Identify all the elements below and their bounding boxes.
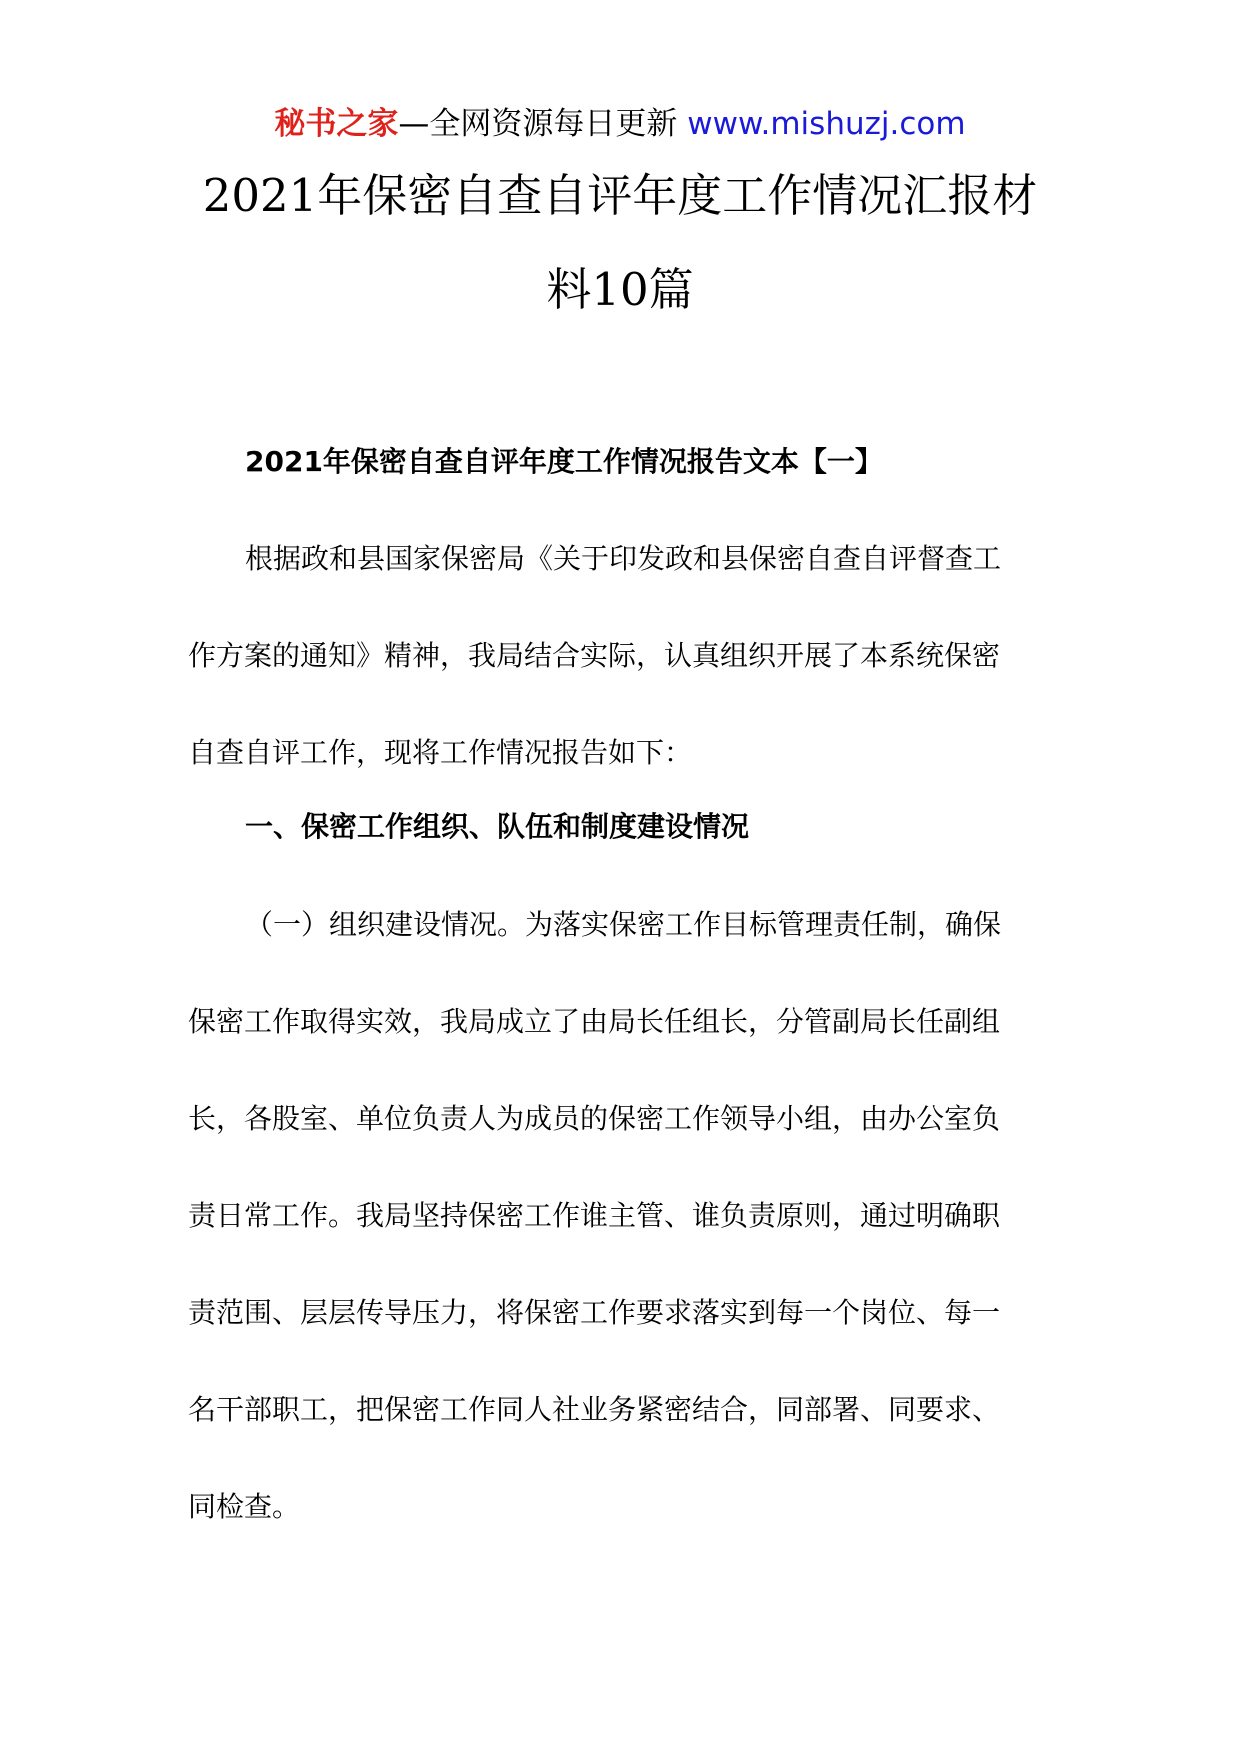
intro-line: 自查自评工作，现将工作情况报告如下： (188, 736, 693, 769)
report-heading: 2021年保密自查自评年度工作情况报告文本【一】 (245, 445, 883, 478)
site-url-link[interactable]: www.mishuzj.com (687, 106, 966, 142)
site-brand: 秘书之家 (274, 106, 399, 142)
intro-line: 根据政和县国家保密局《关于印发政和县保密自查自评督查工 (245, 542, 1002, 575)
site-banner (0, 100, 1240, 148)
paragraph-line: （一）组织建设情况。为落实保密工作目标管理责任制，确保 (245, 908, 1002, 941)
paragraph-line: 责日常工作。我局坚持保密工作谁主管、谁负责原则，通过明确职 (188, 1199, 1001, 1232)
intro-line: 作方案的通知》精神，我局结合实际，认真组织开展了本系统保密 (188, 639, 1001, 672)
paragraph-line: 同检查。 (188, 1490, 301, 1523)
paragraph-line: 长，各股室、单位负责人为成员的保密工作领导小组，由办公室负 (188, 1102, 1001, 1135)
document-title-line-1: 2021年保密自查自评年度工作情况汇报材 (202, 169, 1038, 222)
site-tagline: —全网资源每日更新 (398, 106, 678, 142)
intro-paragraph (188, 510, 1038, 801)
paragraph-line: 保密工作取得实效，我局成立了由局长任组长，分管副局长任副组 (188, 1005, 1001, 1038)
document-title-line-2: 料10篇 (546, 263, 694, 316)
paragraph-1 (188, 876, 1038, 1555)
section-1-heading: 一、保密工作组织、队伍和制度建设情况 (245, 810, 750, 843)
paragraph-line: 名干部职工，把保密工作同人社业务紧密结合，同部署、同要求、 (188, 1393, 1001, 1426)
paragraph-line: 责范围、层层传导压力，将保密工作要求落实到每一个岗位、每一 (188, 1296, 1001, 1329)
